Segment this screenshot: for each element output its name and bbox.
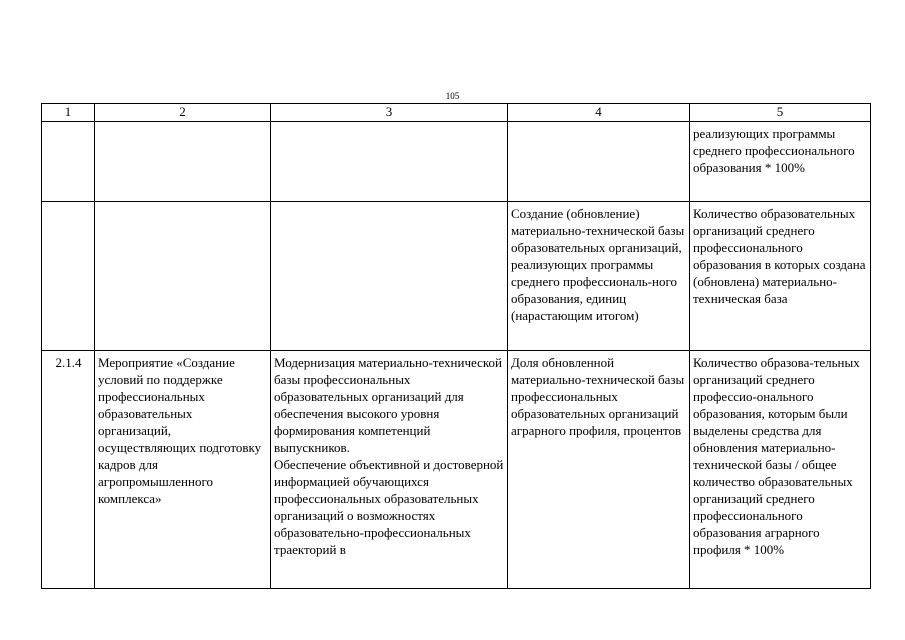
row-number-cell: 2.1.4 bbox=[42, 351, 95, 589]
header-cell-1: 1 bbox=[42, 104, 95, 122]
method-cell: Количество образова-тельных организаций среднего профессио-онального образования, которым были выделены средства для обновления материально-технической базы / общее количество образовательных организаций среднего профессионального образования аграрного профиля * 100% bbox=[690, 351, 871, 589]
event-cell: Мероприятие «Создание условий по поддержке профессиональных образовательных организаций, осуществляющих подготовку кадров для агропромышленного комплекса» bbox=[95, 351, 271, 589]
event-cell bbox=[95, 202, 271, 351]
header-cell-5: 5 bbox=[690, 104, 871, 122]
header-cell-2: 2 bbox=[95, 104, 271, 122]
header-cell-4: 4 bbox=[508, 104, 690, 122]
table-header-row bbox=[42, 104, 871, 122]
row-number-cell bbox=[42, 122, 95, 202]
description-cell: Модернизация материально-технической базы профессиональных образовательных организаций для обеспечения высокого уровня формирования компетенций выпускников. Обеспечение объективной и достоверной информацией обучающихся профессиональных образовательных организаций о возможностях образовательно-профессиональных траекторий в bbox=[271, 351, 508, 589]
document-table bbox=[41, 103, 871, 589]
indicator-cell: Создание (обновление) материально-технической базы образовательных организаций, реализующих программы среднего профессиональ-ного образования, единиц (нарастающим итогом) bbox=[508, 202, 690, 351]
header-cell-3: 3 bbox=[271, 104, 508, 122]
indicator-cell bbox=[508, 122, 690, 202]
row-number-cell bbox=[42, 202, 95, 351]
description-cell bbox=[271, 122, 508, 202]
method-cell: реализующих программы среднего профессионального образования * 100% bbox=[690, 122, 871, 202]
indicator-cell: Доля обновленной материально-технической базы профессиональных образовательных организаций аграрного профиля, процентов bbox=[508, 351, 690, 589]
event-cell bbox=[95, 122, 271, 202]
page-number: 105 bbox=[445, 91, 460, 101]
table-row bbox=[42, 122, 871, 202]
method-cell: Количество образовательных организаций среднего профессионального образования в которых создана (обновлена) материально-техническая база bbox=[690, 202, 871, 351]
table-row bbox=[42, 202, 871, 351]
table-row bbox=[42, 351, 871, 589]
description-cell bbox=[271, 202, 508, 351]
